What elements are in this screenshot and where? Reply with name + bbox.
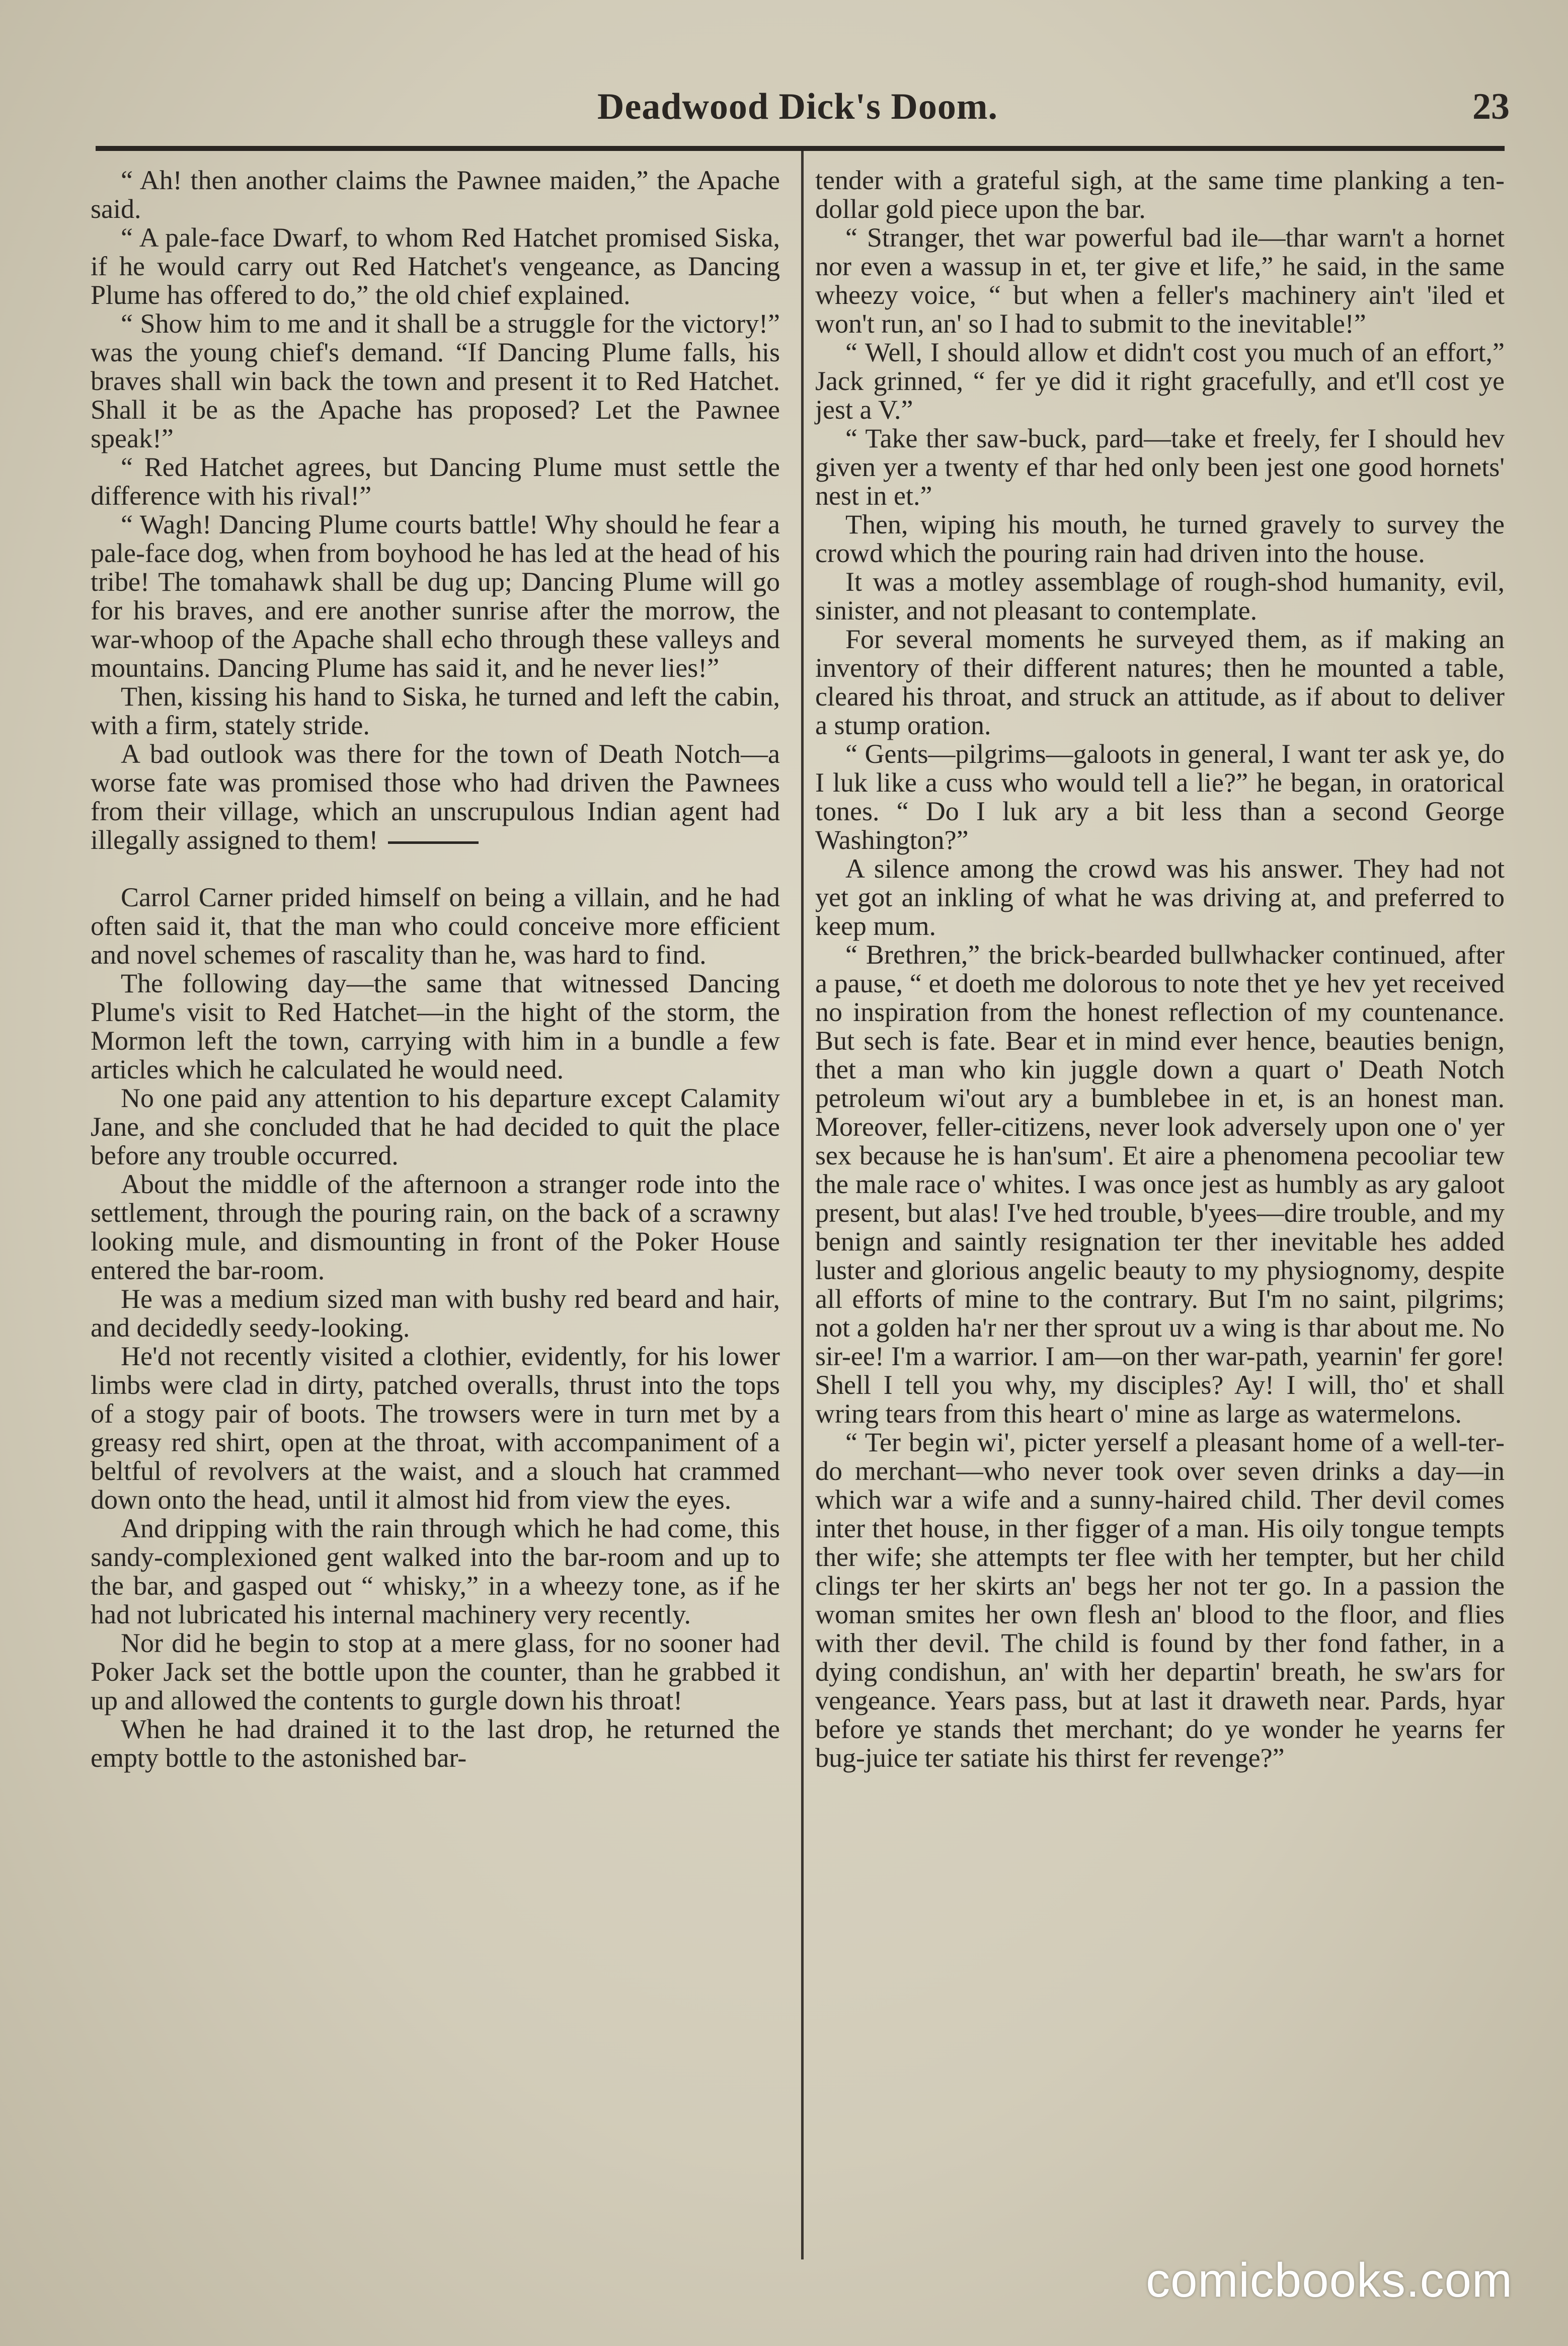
paragraph: About the middle of the afternoon a stranger rode into the settlement, through the pouring rain, on the back of a scrawny looking mule, and dismounting in front of the Poker House entered the bar-room. (91, 1169, 780, 1285)
watermark: comicbooks.com (1146, 2253, 1513, 2307)
running-header (86, 86, 1510, 141)
paragraph: The following day—the same that witnessed Dancing Plume's visit to Red Hatchet—in the hight of the storm, the Mormon left the town, carrying with him in a bundle a few articles which he calculated he would need. (91, 968, 780, 1084)
paragraph: No one paid any attention to his departure except Calamity Jane, and she concluded that he had decided to quit the place before any trouble occurred. (91, 1083, 780, 1170)
page-title: Deadwood Dick's Doom. (597, 86, 998, 127)
paragraph: “ Gents—pilgrims—galoots in general, I want ter ask ye, do I luk like a cuss who would tell a lie?” he began, in oratorical tones. “ Do I luk ary a bit less than a second George Washington?” (815, 739, 1505, 855)
paragraph: “ Red Hatchet agrees, but Dancing Plume must settle the difference with his rival!” (91, 452, 780, 511)
column-divider (801, 151, 804, 2259)
paragraph: “ Take ther saw-buck, pard—take et freely, fer I should hev given yer a twenty ef thar hed only been jest one good hornets' nest in et.” (815, 423, 1505, 511)
header-rule (96, 146, 1505, 151)
section-end-rule (388, 841, 479, 844)
paragraph-with-endmark (91, 740, 780, 854)
paragraph: He was a medium sized man with bushy red beard and hair, and decidedly seedy-looking. (91, 1284, 780, 1343)
paragraph: “ Brethren,” the brick-bearded bullwhacker continued, after a pause, “ et doeth me dolorous to note thet ye hev yet received no inspiration from the honest reflection of my countenance. But sech is fate. Bear et in mind ever hence, beauties benign, thet a man who kin juggle down a quart o' Death Notch petroleum wi'out ary a bumblebee in et, is an honest man. Moreover, feller-citizens, never look adversely upon one o' yer sex because he is han'sum'. Et aire a phenomena pecooliar tew the male race o' whites. I was once jest as humbly as ary galoot present, but alas! I've hed trouble, b'yees—dire trouble, and my benign and saintly resignation ter ther inevitable hes added luster and glorious angelic beauty to my physiognomy, despite all efforts of mine to the contrary. But I'm no saint, pilgrims; not a golden ha'r ner ther sprout uv a wing is thar about me. No sir-ee! I'm a warrior. I am—on ther war-path, yearnin' fer gore! Shell I tell you why, my disciples? Ay! I will, tho' et shall wring tears from this heart o' mine as large as watermelons. (815, 940, 1505, 1429)
paragraph: “ Ter begin wi', picter yerself a pleasant home of a well-ter-do merchant—who never took over seven drinks a day—in which war a wife and a sunny-haired child. Ther devil comes inter thet house, in ther figger of a man. His oily tongue tempts ther wife; she attempts ter flee with her tempter, but her child clings ter her skirts an' begs her not ter go. In a passion the woman smites her own flesh an' blood to the floor, and flies with ther devil. The child is found by ther fond father, in a dying condishun, an' with her departin' breath, he sw'ars for vengeance. Years pass, but at last it draweth near. Pards, hyar before ye stands thet merchant; do ye wonder he yearns fer bug-juice ter satiate his thirst fer revenge?” (815, 1427, 1505, 1773)
paragraph: Then, wiping his mouth, he turned gravely to survey the crowd which the pouring rain had driven into the house. (815, 509, 1505, 568)
paragraph: For several moments he surveyed them, as if making an inventory of their different natures; then he mounted a table, cleared his throat, and struck an attitude, as if about to deliver a stump oration. (815, 624, 1505, 740)
paragraph: “ Stranger, thet war powerful bad ile—thar warn't a hornet nor even a wassup in et, ter give et life,” he said, in the same wheezy voice, “ but when a feller's machinery ain't 'iled et won't run, an' so I had to submit to the inevitable!” (815, 222, 1505, 339)
paragraph: When he had drained it to the last drop, he returned the empty bottle to the astonished bar- (91, 1714, 780, 1773)
paragraph: “ A pale-face Dwarf, to whom Red Hatchet promised Siska, if he would carry out Red Hatchet's vengeance, as Dancing Plume has offered to do,” the old chief explained. (91, 222, 780, 310)
paragraph: “ Show him to me and it shall be a struggle for the victory!” was the young chief's demand. “If Dancing Plume falls, his braves shall win back the town and present it to Red Hatchet. Shall it be as the Apache has proposed? Let the Pawnee speak!” (91, 308, 780, 453)
right-column (815, 166, 1505, 1772)
paragraph: He'd not recently visited a clothier, evidently, for his lower limbs were clad in dirty, patched overalls, thrust into the tops of a stogy pair of boots. The trowsers were in turn met by a greasy red shirt, open at the throat, with accompaniment of a beltful of revolvers at the waist, and a slouch hat crammed down onto the head, until it almost hid from view the eyes. (91, 1341, 780, 1515)
paragraph: “ Wagh! Dancing Plume courts battle! Why should he fear a pale-face dog, when from boyhood he has led at the head of his tribe! The tomahawk shall be dug up; Dancing Plume will go for his braves, and ere another sunrise after the morrow, the war-whoop of the Apache shall echo through these valleys and mountains. Dancing Plume has said it, and he never lies!” (91, 509, 780, 683)
paragraph: “ Ah! then another claims the Pawnee maiden,” the Apache said. (91, 165, 780, 224)
paragraph: “ Well, I should allow et didn't cost you much of an effort,” Jack grinned, “ fer ye did it right gracefully, and et'll cost ye jest a V.” (815, 337, 1505, 425)
paragraph: Nor did he begin to stop at a mere glass, for no sooner had Poker Jack set the bottle upon the counter, than he grabbed it up and allowed the contents to gurgle down his throat! (91, 1628, 780, 1715)
left-column (91, 166, 780, 1772)
section-gap (91, 854, 780, 883)
page-number: 23 (1472, 86, 1510, 127)
paragraph-text: A bad outlook was there for the town of Death Notch—a worse fate was promised those who had driven the Pawnees from their village, which an unscrupulous Indian agent had illegally assigned to them! (91, 739, 780, 855)
paragraph: And dripping with the rain through which he had come, this sandy-complexioned gent walked into the bar-room and up to the bar, and gasped out “ whisky,” in a wheezy tone, as if he had not lubricated his internal machinery very recently. (91, 1513, 780, 1629)
paragraph: Carrol Carner prided himself on being a villain, and he had often said it, that the man who could conceive more efficient and novel schemes of rascality than he, was hard to find. (91, 882, 780, 970)
paragraph: A silence among the crowd was his answer. They had not yet got an inkling of what he was driving at, and preferred to keep mum. (815, 853, 1505, 941)
paragraph: Then, kissing his hand to Siska, he turned and left the cabin, with a firm, stately stride. (91, 681, 780, 740)
paragraph: It was a motley assemblage of rough-shod humanity, evil, sinister, and not pleasant to contemplate. (815, 567, 1505, 625)
paragraph-continued: tender with a grateful sigh, at the same time planking a ten-dollar gold piece upon the bar. (815, 165, 1505, 224)
